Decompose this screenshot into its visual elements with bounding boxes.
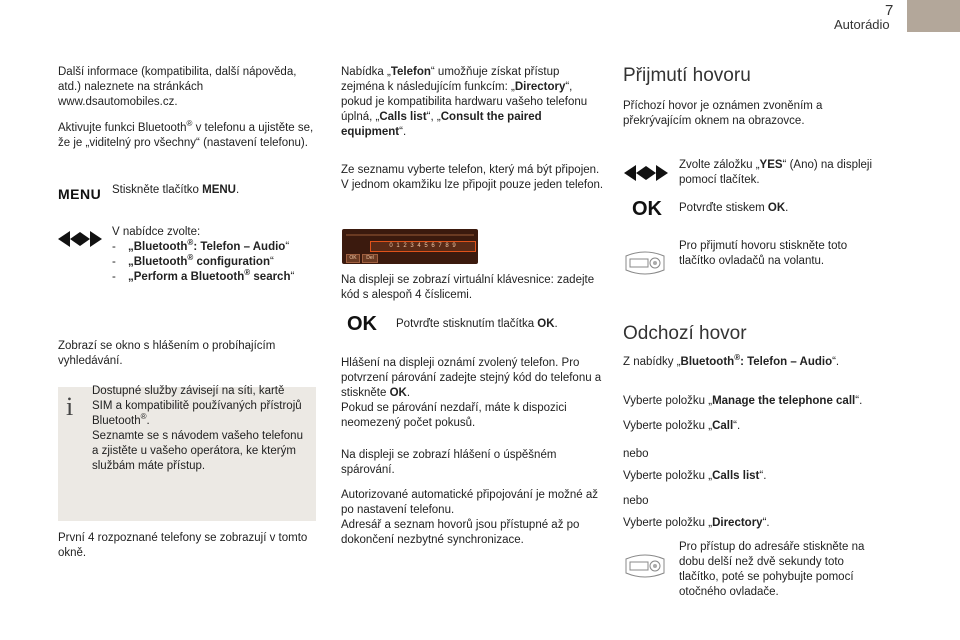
left-right-arrows-icon (624, 165, 668, 181)
pairing-paragraph: Hlášení na displeji oznámí zvolený telefon. Pro potvrzení párování zadejte stejný kód do telefonu a stiskněte OK. Pokud se párování nezdaří, máte k dispozici neomezený počet pokusů. (341, 357, 602, 429)
info-box (58, 387, 316, 521)
first-four-phones-paragraph: První 4 rozpoznané telefony se zobrazují v tomto okně. (58, 532, 308, 559)
select-calls-list: Vyberte položku „Calls list“. (623, 470, 767, 482)
ok-button-icon: OK (632, 198, 662, 220)
outgoing-menu-paragraph: Z nabídky „Bluetooth®: Telefon – Audio“. (623, 353, 840, 368)
select-intro: V nabídce zvolte: (112, 226, 201, 238)
virtual-keyboard-screen (342, 229, 478, 264)
accept-call-wheel-instruction: Pro přijmutí hovoru stiskněte toto tlačítko ovladačů na volantu. (679, 240, 848, 267)
directory-wheel-instruction: Pro přístup do adresáře stiskněte na dobu delší než dvě sekundy toto tlačítko, poté se pohybujte pomocí otočného ovladače. (679, 541, 865, 598)
left-right-arrows-icon (58, 231, 102, 247)
telefon-menu-paragraph: Nabídka „Telefon“ umožňuje získat přístup zejména k následujícím funkcím: „Directory“, pokud je kompatibilita hardwaru vašeho telefonu úplná, „Calls list“, „Consult the paired equipment“. (341, 66, 588, 138)
steering-wheel-button-icon (624, 553, 666, 579)
info-text: Dostupné služby závisejí na síti, kartě SIM a kompatibilitě používaných přístrojů Bluetooth®. Seznamte se s návodem vašeho telefonu a zjistěte u vašeho operátora, ke kterým službám máte přístup. (92, 385, 303, 472)
bluetooth-activate-paragraph: Aktivujte funkci Bluetooth® v telefonu a ujistěte se, že je „viditelný pro všechny“ (nastavení telefonu). (58, 119, 314, 149)
confirm-ok-instruction: Potvrďte stiskem OK. (679, 202, 789, 214)
select-call: Vyberte položku „Call“. (623, 420, 741, 432)
ok-button-icon: OK (347, 313, 377, 335)
keyboard-ok-key: OK (346, 254, 360, 263)
pairing-success-paragraph: Na displeji se zobrazí hlášení o úspěšném spárování. (341, 449, 557, 476)
info-icon: i (66, 392, 74, 421)
keyboard-del-key: Del (362, 254, 378, 263)
incoming-call-paragraph: Příchozí hovor je oznámen zvoněním a překrývajícím oknem na obrazovce. (623, 100, 823, 127)
menu-button-icon: MENU (58, 186, 102, 202)
chapter-title: Autorádio (834, 17, 890, 32)
select-phone-paragraph: Ze seznamu vyberte telefon, který má být připojen. V jednom okamžiku lze připojit pouze jeden telefon. (341, 164, 604, 191)
keyboard-paragraph: Na displeji se zobrazí virtuální klávesnice: zadejte kód s alespoň 4 číslicemi. (341, 274, 595, 301)
select-directory: Vyberte položku „Directory“. (623, 517, 770, 529)
steering-wheel-button-icon (624, 250, 666, 276)
outgoing-call-heading: Odchozí hovor (623, 323, 747, 344)
or-separator: nebo (623, 448, 649, 460)
select-yes-instruction: Zvolte záložku „YES“ (Ano) na displeji pomocí tlačítek. (679, 159, 873, 186)
keyboard-digits: 0 1 2 3 4 5 6 7 8 9 (370, 241, 476, 252)
info-paragraph: Další informace (kompatibilita, další nápověda, atd.) naleznete na stránkách www.dsautomobiles.cz. (58, 66, 297, 108)
page-number: 7 (885, 2, 894, 19)
chapter-tab (907, 0, 960, 32)
select-manage-call: Vyberte položku „Manage the telephone call“. (623, 395, 863, 407)
menu-options-block (112, 225, 322, 285)
option-perform-bluetooth-search: - „Perform a Bluetooth® search“ (112, 268, 295, 283)
auto-connect-paragraph: Autorizované automatické připojování je možné až po nastavení telefonu. Adresář a seznam hovorů jsou přístupné až po dokončení nezbytné synchronizace. (341, 489, 598, 546)
confirm-ok-instruction: Potvrďte stisknutím tlačítka OK. (396, 318, 558, 330)
option-bluetooth-configuration: - „Bluetooth® configuration“ (112, 253, 274, 268)
or-separator: nebo (623, 495, 649, 507)
press-menu-instruction: Stiskněte tlačítko MENU. (112, 184, 240, 196)
incoming-call-heading: Přijmutí hovoru (623, 65, 751, 86)
searching-paragraph: Zobrazí se okno s hlášením o probíhajícím vyhledávání. (58, 340, 276, 367)
option-bluetooth-telefon-audio: - „Bluetooth®: Telefon – Audio“ (112, 238, 290, 253)
